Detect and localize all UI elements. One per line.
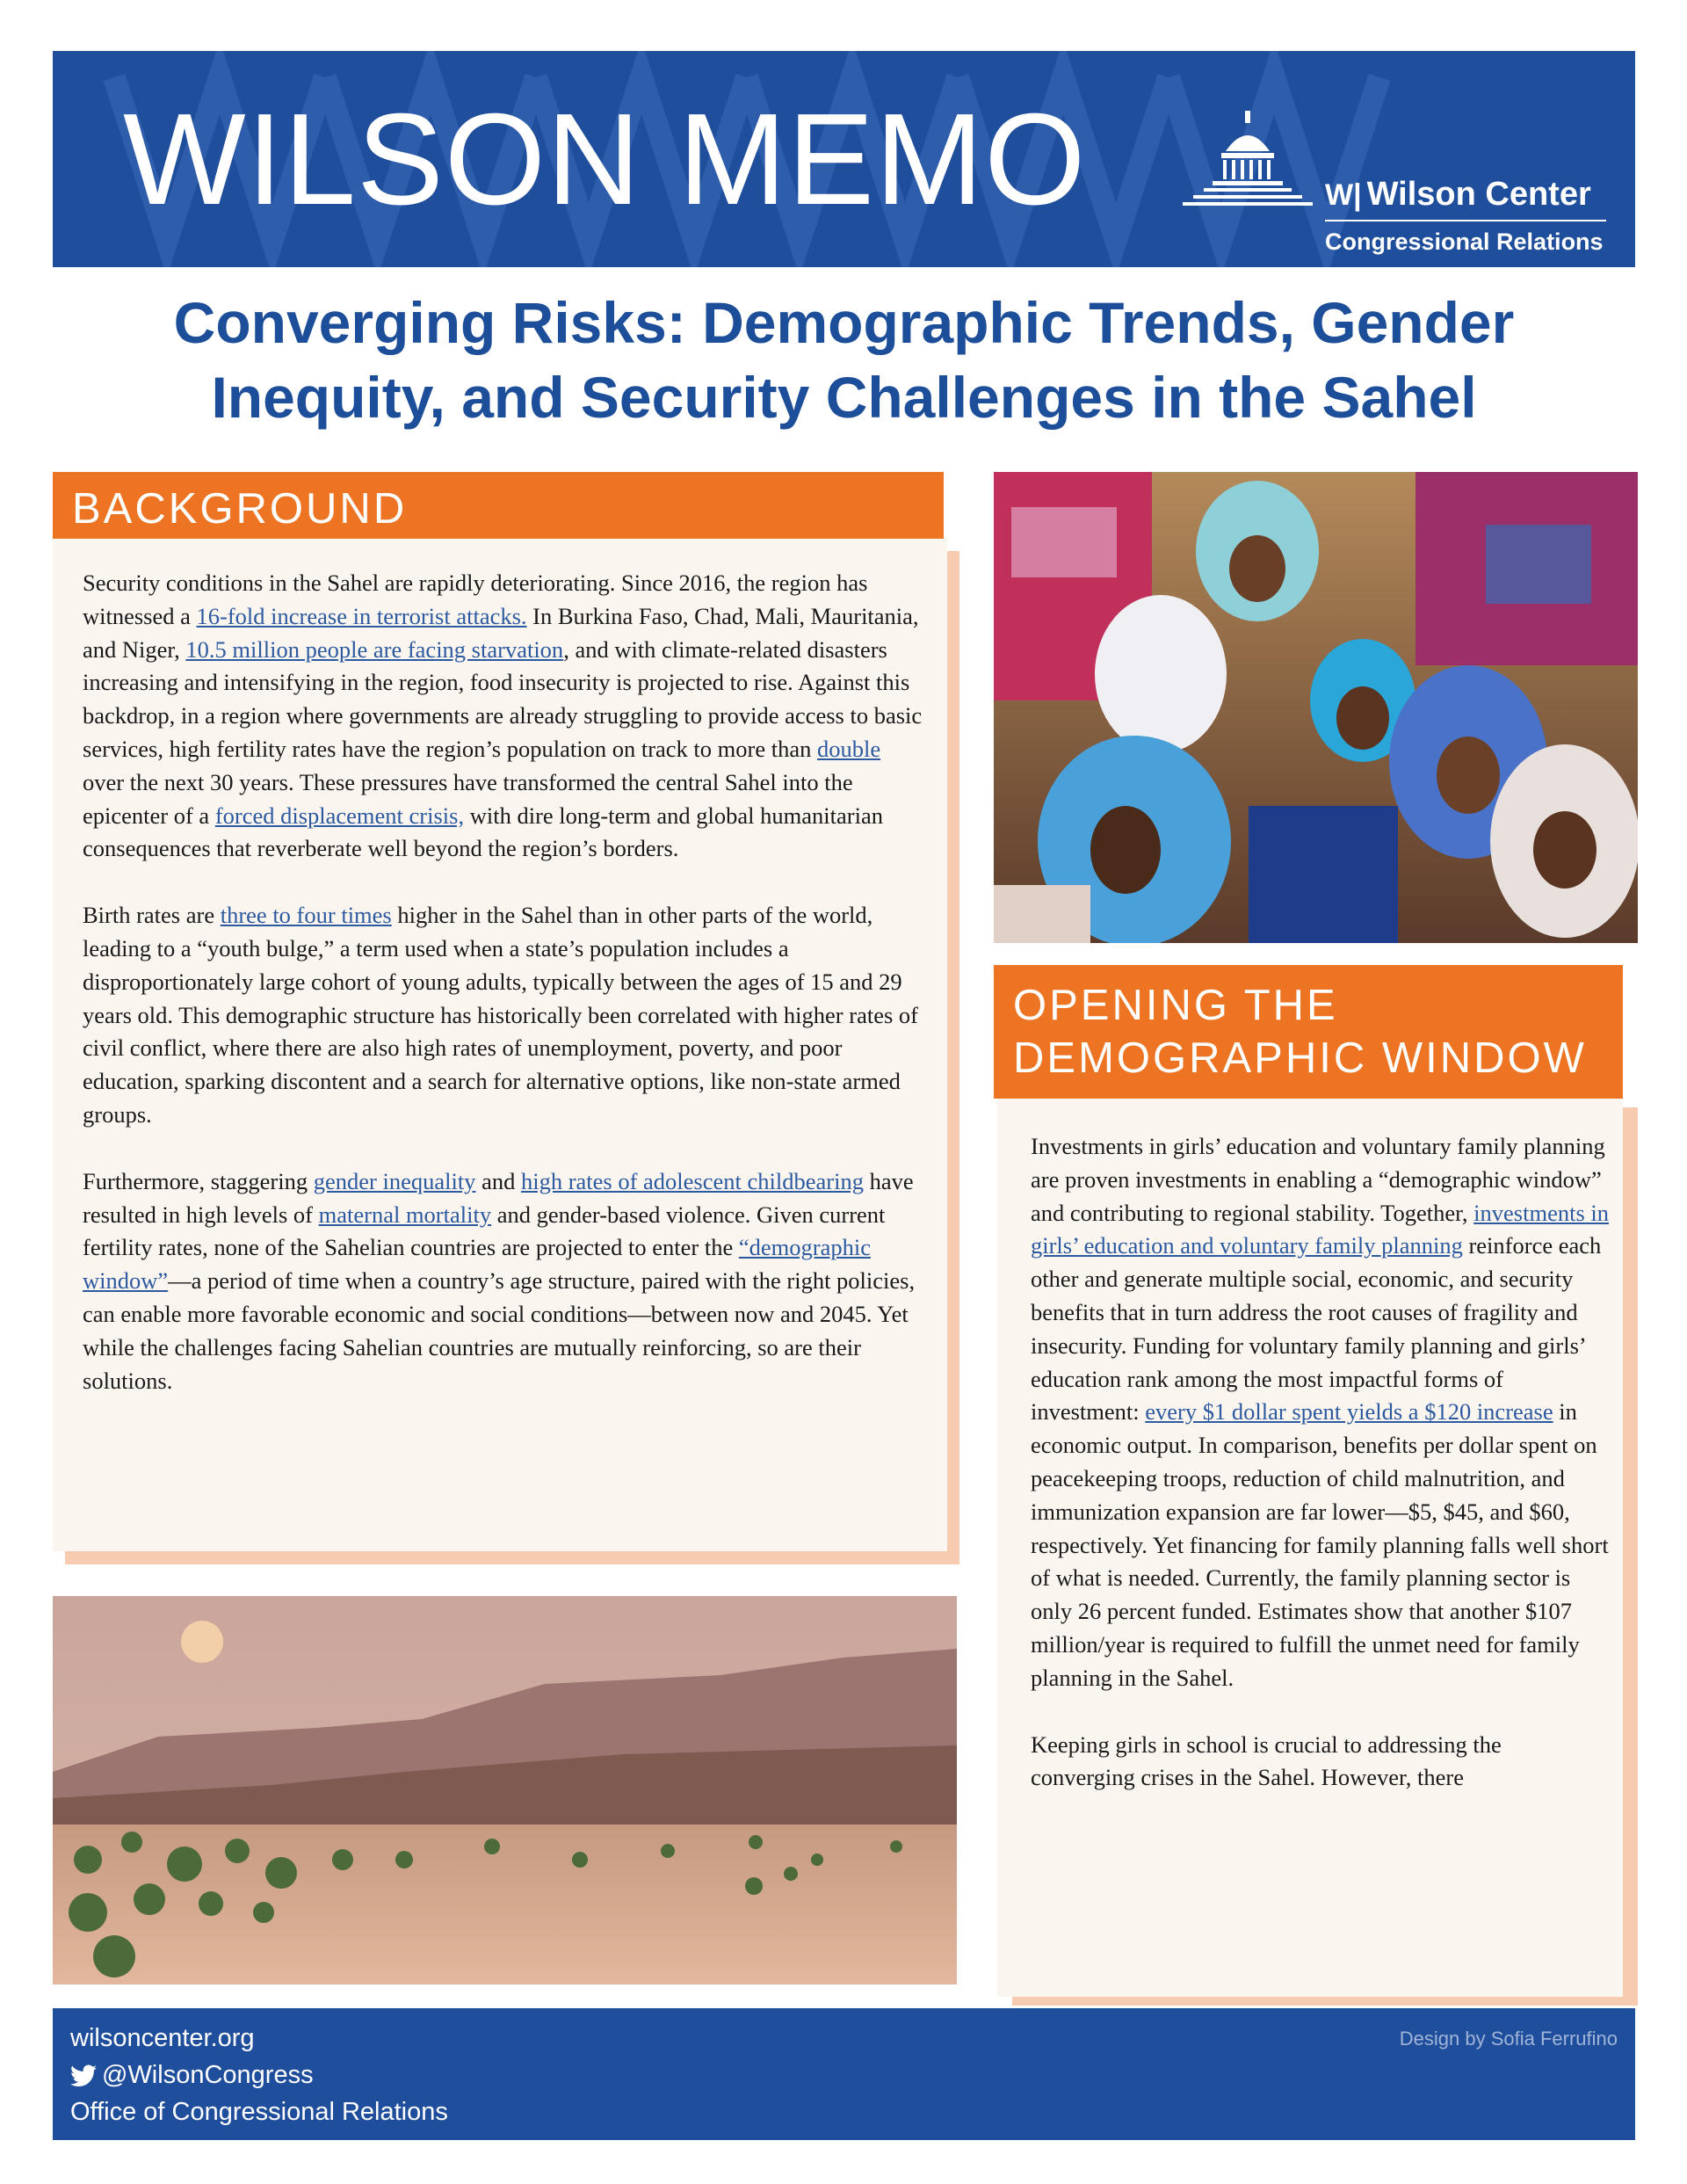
inline-hyperlink[interactable]: every $1 dollar spent yields a $120 increase (1145, 1398, 1553, 1426)
paragraph-text: reinforce each other and generate multiple social, economic, and security benefits that in turn address the root causes of fragility and insecurity. Funding for voluntary family planning and girls’ education rank among the most impactful forms of investment: (1031, 1232, 1602, 1426)
girls-group-photo (994, 472, 1638, 943)
paragraph-text: Furthermore, staggering (83, 1167, 314, 1194)
footer (53, 2008, 1635, 2140)
paragraph-text: Birth rates are (83, 902, 221, 929)
twitter-icon (70, 2064, 97, 2087)
logo-department: Congressional Relations (1325, 229, 1604, 255)
footer-office-name: Office of Congressional Relations (70, 2098, 448, 2126)
inline-hyperlink[interactable]: three to four times (220, 902, 392, 929)
paragraph-text: Keeping girls in school is crucial to addressing the converging crises in the Sahel. However, there (1031, 1731, 1502, 1791)
paragraph-text: In Burkina Faso, Chad, Mali, Mauritania, and Niger, (83, 602, 919, 663)
inline-hyperlink[interactable]: “demographic window” (83, 1234, 871, 1295)
document-title: Converging Risks: Demographic Trends, Gender Inequity, and Security Challenges in the Sahel (173, 290, 1515, 430)
inline-hyperlink[interactable]: double (816, 735, 881, 762)
paragraph-text: higher in the Sahel than in other parts of the world, leading to a “youth bulge,” a term used when a state’s population includes a disproportionately large cohort of young adults, typically between the ages of 15 and 29 years old. This demographic structure has historically been correlated with higher rates of civil conflict, where there are also high rates of unemployment, poverty, and poor education, sparking discontent and a search for alternative options, like non-state armed groups. (83, 902, 918, 1128)
paragraph-text: in economic output. In comparison, benefits per dollar spent on peacekeeping troops, reduction of child malnutrition, and immunization expansion are far lower—$5, $45, and $60, respectively. Yet financing for family planning falls well short of what is needed. Currently, the family planning sector is only 26 percent funded. Estimates show that another $107 million/year is required to fulfill the unmet need for family planning in the Sahel. (1031, 1398, 1609, 1691)
window-heading: OPENING THE DEMOGRAPHIC WINDOW (994, 965, 1623, 1099)
background-body (83, 567, 926, 1397)
paragraph-text: over the next 30 years. These pressures have transformed the central Sahel into the epicenter of a (83, 768, 853, 829)
window-body (1031, 1130, 1611, 1795)
inline-hyperlink[interactable]: maternal mortality (318, 1201, 492, 1228)
background-heading: BACKGROUND (53, 472, 944, 539)
paragraph-text: and (475, 1167, 521, 1194)
sahel-landscape-photo (53, 1596, 957, 1984)
memo-title: WILSON MEMO (123, 87, 1087, 232)
background-paragraph-3 (83, 1165, 926, 1398)
inline-hyperlink[interactable]: gender inequality (313, 1167, 476, 1194)
header-banner (53, 51, 1635, 267)
window-paragraph-1 (1031, 1130, 1611, 1695)
inline-hyperlink[interactable]: forced displacement crisis, (214, 802, 465, 829)
inline-hyperlink[interactable]: high rates of adolescent childbearing (520, 1167, 864, 1194)
paragraph-text: Investments in girls’ education and voluntary family planning are proven investments in enabling a “demographic window” and contributing to regional stability. Together, (1031, 1133, 1605, 1226)
window-paragraph-2 (1031, 1729, 1611, 1796)
paragraph-text: with dire long-term and global humanitarian consequences that reverberate well beyond the region’s borders. (83, 802, 883, 862)
inline-hyperlink[interactable]: 10.5 million people are facing starvation (185, 635, 564, 663)
footer-design-credit: Design by Sofia Ferrufino (1399, 2028, 1618, 2050)
background-paragraph-1 (83, 567, 926, 866)
footer-website-link[interactable]: wilsoncenter.org (70, 2024, 255, 2052)
paragraph-text: and gender-based violence. Given current fertility rates, none of the Sahelian countries are projected to enter the (83, 1201, 886, 1261)
capitol-dome-icon (1177, 107, 1318, 221)
background-paragraph-2 (83, 899, 926, 1132)
logo-divider (1325, 220, 1606, 221)
inline-hyperlink[interactable]: investments in girls’ education and voluntary family planning (1031, 1199, 1610, 1259)
paragraph-text: —a period of time when a country’s age structure, paired with the right policies, can enable more favorable economic and social conditions—between now and 2045. Yet while the challenges facing Sahelian countries are mutually reinforcing, so are their solutions. (83, 1267, 916, 1394)
paragraph-text: have resulted in high levels of (83, 1167, 914, 1228)
logo-org-name: W| Wilson Center (1325, 176, 1591, 213)
paragraph-text: , and with climate-related disasters increasing and intensifying in the region, food insecurity is projected to rise. Against this backdrop, in a region where governments are already struggling to provide access to basic services, high fertility rates have the region’s population on track to more than (83, 635, 923, 762)
footer-twitter-link[interactable]: @WilsonCongress (70, 2061, 314, 2090)
paragraph-text: Security conditions in the Sahel are rapidly deteriorating. Since 2016, the region has witnessed a (83, 570, 868, 629)
wilson-center-logo[interactable] (1177, 107, 1634, 265)
inline-hyperlink[interactable]: 16-fold increase in terrorist attacks. (196, 602, 527, 629)
